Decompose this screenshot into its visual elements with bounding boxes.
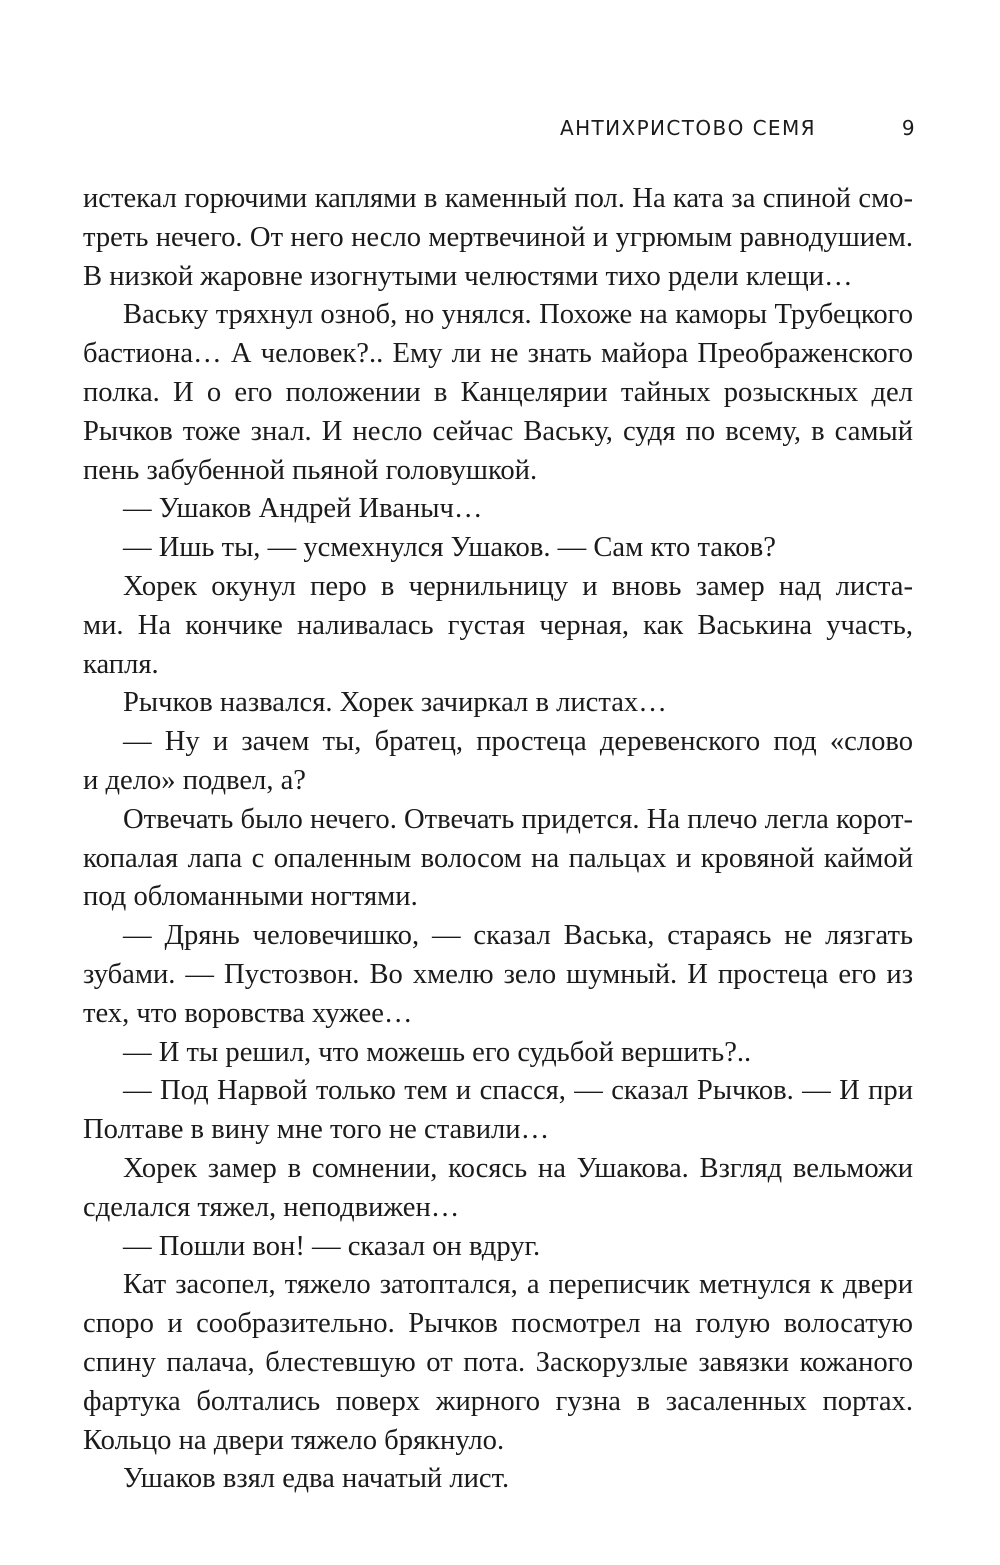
text-line: копалая лапа с опаленным волосом на пальцах и кровяной каймой <box>83 842 913 874</box>
text-line: — Ишь ты, — усмехнулся Ушаков. — Сам кто таков? <box>123 532 776 564</box>
text-line: — Пошли вон! — сказал он вдруг. <box>123 1230 541 1262</box>
text-line: фартука болтались поверх жирного гузна в засаленных портах. <box>83 1385 913 1417</box>
running-title: АНТИХРИСТОВО СЕМЯ <box>560 116 816 140</box>
text-line: сделался тяжел, неподвижен… <box>83 1191 460 1223</box>
text-line: истекал горючими каплями в каменный пол. На ката за спиной смо- <box>83 183 913 214</box>
text-line: капля. <box>83 648 159 680</box>
page-number: 9 <box>901 116 916 140</box>
text-line: Рычков назвался. Хорек зачиркал в листах… <box>123 687 667 719</box>
text-line: — Ушаков Андрей Иваныч… <box>123 493 483 525</box>
text-line: Ваську тряхнул озноб, но унялся. Похоже на каморы Трубецкого <box>123 299 913 331</box>
text-line: полка. И о его положении в Канцелярии тайных розыскных дел <box>83 376 913 408</box>
text-line: Рычков тоже знал. И несло сейчас Ваську, судя по всему, в самый <box>83 415 913 447</box>
text-line: бастиона… А человек?.. Ему ли не знать майора Преображенского <box>83 338 913 370</box>
text-line: Хорек окунул перо в чернильницу и вновь замер над листа- <box>123 570 913 602</box>
text-line: — Под Нарвой только тем и спасся, — сказал Рычков. — И при <box>123 1075 913 1107</box>
text-line: В низкой жаровне изогнутыми челюстями тихо рдели клещи… <box>83 260 853 292</box>
text-line: под обломанными ногтями. <box>83 881 418 913</box>
text-line: Отвечать было нечего. Отвечать придется. На плечо легла корот- <box>123 803 913 835</box>
text-line: — Ну и зачем ты, братец, простеца деревенского под «слово <box>123 726 913 758</box>
text-line: и дело» подвел, а? <box>83 764 306 796</box>
text-line: — Дрянь человечишко, — сказал Васька, стараясь не лязгать <box>123 920 913 952</box>
text-line: Кольцо на двери тяжело брякнуло. <box>83 1424 505 1456</box>
running-header <box>560 116 916 150</box>
text-line: ми. На кончике наливалась густая черная, как Васькина участь, <box>83 609 913 641</box>
text-line: — И ты решил, что можешь его судьбой вершить?.. <box>123 1036 752 1068</box>
text-line: Хорек замер в сомнении, косясь на Ушакова. Взгляд вельможи <box>123 1152 913 1184</box>
text-line: Ушаков взял едва начатый лист. <box>123 1463 510 1495</box>
body-text <box>83 180 913 1499</box>
text-line: пень забубенной пьяной головушкой. <box>83 454 538 486</box>
text-line: зубами. — Пустозвон. Во хмелю зело шумный. И простеца его из <box>83 958 913 990</box>
text-line: споро и сообразительно. Рычков посмотрел на голую волосатую <box>83 1308 913 1340</box>
text-line: Кат засопел, тяжело затоптался, а переписчик метнулся к двери <box>123 1269 913 1301</box>
text-line: тех, что воровства хужее… <box>83 997 413 1029</box>
text-line: спину палача, блестевшую от пота. Заскорузлые завязки кожаного <box>83 1346 913 1378</box>
text-line: Полтаве в вину мне того не ставили… <box>83 1114 550 1146</box>
text-line: треть нечего. От него несло мертвечиной и угрюмым равнодушием. <box>83 221 913 253</box>
